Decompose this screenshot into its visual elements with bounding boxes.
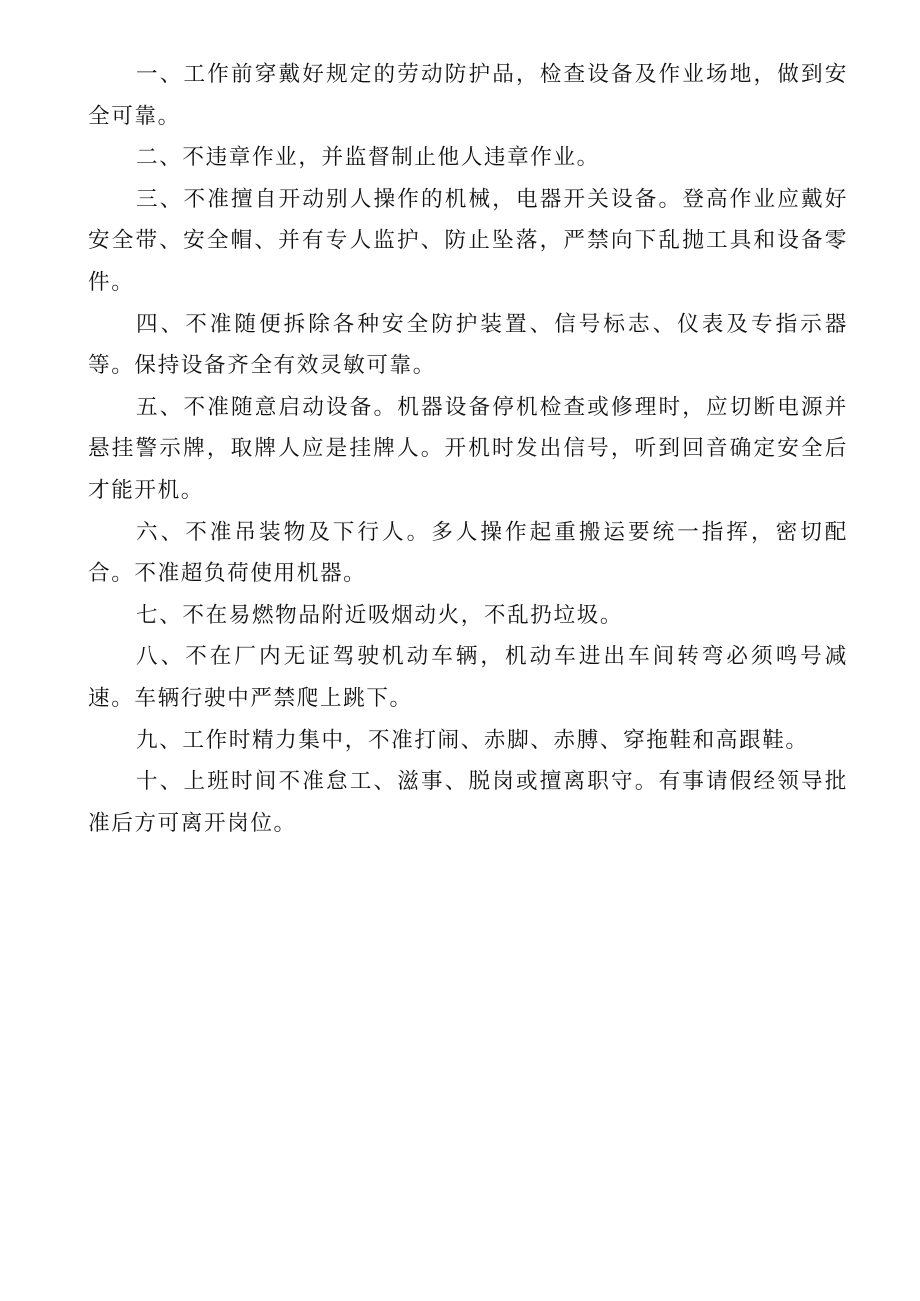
rule-paragraph-9: 九、工作时精力集中，不准打闹、赤脚、赤膊、穿拖鞋和高跟鞋。 — [136, 727, 809, 753]
rule-paragraph-7: 七、不在易燃物品附近吸烟动火，不乱扔垃圾。 — [136, 602, 624, 628]
rule-paragraph-6: 六、不准吊装物及下行人。多人操作起重搬运要统一指挥，密切配合。不准超负荷使用机器。 — [88, 519, 848, 587]
rule-paragraph-5: 五、不准随意启动设备。机器设备停机检查或修理时，应切断电源并悬挂警示牌，取牌人应是挂牌人。开机时发出信号，听到回音确定安全后才能开机。 — [88, 394, 848, 503]
rule-paragraph-1: 一、工作前穿戴好规定的劳动防护品，检查设备及作业场地，做到安全可靠。 — [88, 62, 848, 129]
rule-paragraph-8: 八、不在厂内无证驾驶机动车辆，机动车进出车间转弯必须鸣号减速。车辆行驶中严禁爬上跳下。 — [88, 644, 848, 711]
rule-paragraph-10: 十、上班时间不准怠工、滋事、脱岗或擅离职守。有事请假经领导批准后方可离开岗位。 — [88, 769, 848, 836]
rule-paragraph-3: 三、不准擅自开动别人操作的机械，电器开关设备。登高作业应戴好安全带、安全帽、并有专人监护、防止坠落，严禁向下乱抛工具和设备零件。 — [88, 186, 848, 295]
rule-paragraph-2: 二、不违章作业，并监督制止他人违章作业。 — [136, 145, 600, 171]
rule-paragraph-4: 四、不准随便拆除各种安全防护装置、信号标志、仪表及专指示器等。保持设备齐全有效灵敏可靠。 — [88, 311, 848, 379]
document-body — [88, 54, 848, 844]
